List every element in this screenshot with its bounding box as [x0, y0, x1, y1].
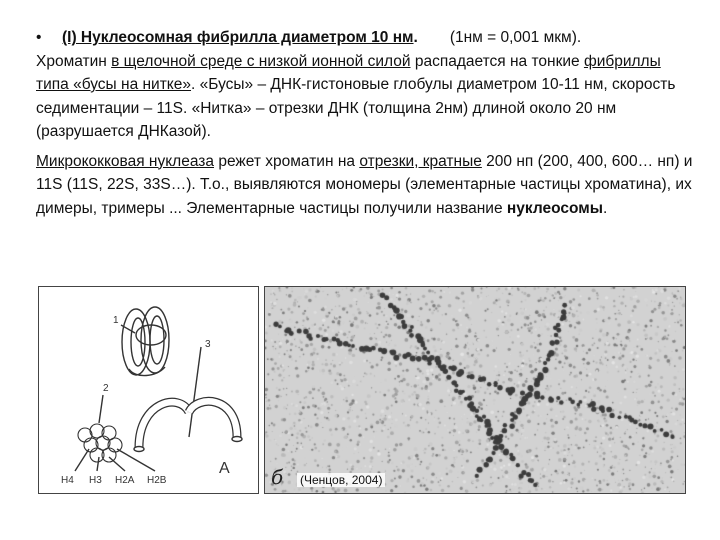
unit-note: (1нм = 0,001 мкм).: [449, 29, 582, 46]
figure-nucleosome-diagram: [38, 286, 259, 494]
para1-text-1: Хроматин: [36, 52, 112, 70]
arc-end-right: [232, 437, 242, 442]
paragraph-chromatin: [36, 50, 696, 144]
figure-electron-micrograph: [264, 286, 686, 494]
label-h2a: H2A: [115, 475, 135, 486]
dna-loop-inner-right: [150, 316, 164, 364]
leader-h4: [75, 449, 89, 471]
paragraph-nuclease: [36, 150, 696, 221]
label-h3: H3: [89, 475, 102, 486]
label-3: 3: [205, 339, 211, 350]
leader-h2a: [109, 457, 125, 471]
figure-letter-a: А: [219, 460, 230, 477]
para2-text-1: режет хроматин на: [214, 152, 360, 170]
figure-letter-b: б: [271, 465, 284, 489]
para1-underline-1: в щелочной среде с низкой ионной силой: [111, 52, 411, 70]
label-2: 2: [103, 383, 109, 394]
para2-text-2: 200 нп (200, 400, 600… нп) и 11S (11S, 22S, 33S…). Т.о., выявляются мономеры (элементарные частицы хроматина), их димеры, тримеры ... Элементарные частицы получили название: [36, 152, 693, 217]
para2-underline-2: отрезки, кратные: [359, 152, 482, 170]
para1-text-3: . «Бусы» – ДНК-гистоновые глобулы диаметром 10-11 нм, скорость седиментации – 11S. «Нитка» – отрезки ДНК (толщина 2нм) длиной около 20 нм (разрушается ДНКазой).: [36, 76, 676, 140]
heading-title: (I) Нуклеосомная фибрилла диаметром 10 нм: [62, 29, 414, 46]
heading-dot: .: [413, 29, 418, 46]
leader-h3: [97, 457, 99, 471]
para1-text-2: распадается на тонкие: [410, 52, 584, 70]
label-h2b: H2B: [147, 475, 167, 486]
leader-line-3: [189, 347, 201, 437]
micrograph-texture: [265, 287, 685, 493]
leader-line-2: [99, 395, 103, 423]
dna-loop-inner-left: [131, 318, 145, 366]
para2-underline-1: Микрококковая нуклеаза: [36, 152, 215, 170]
nucleosome-schematic: [39, 287, 258, 493]
slide-heading: [36, 26, 696, 50]
para1-underline-2: фибриллы типа «бусы на нитке»: [36, 52, 661, 93]
bullet-marker: •: [36, 29, 42, 46]
figure-credit: (Ченцов, 2004): [297, 473, 385, 487]
label-1: 1: [113, 315, 119, 326]
para2-bold-term: нуклеосомы: [506, 199, 603, 217]
text-content: [36, 26, 696, 220]
label-h4: H4: [61, 475, 74, 486]
leader-h2b: [117, 449, 155, 471]
arc-end-left: [134, 447, 144, 452]
para2-text-3: .: [602, 199, 608, 217]
